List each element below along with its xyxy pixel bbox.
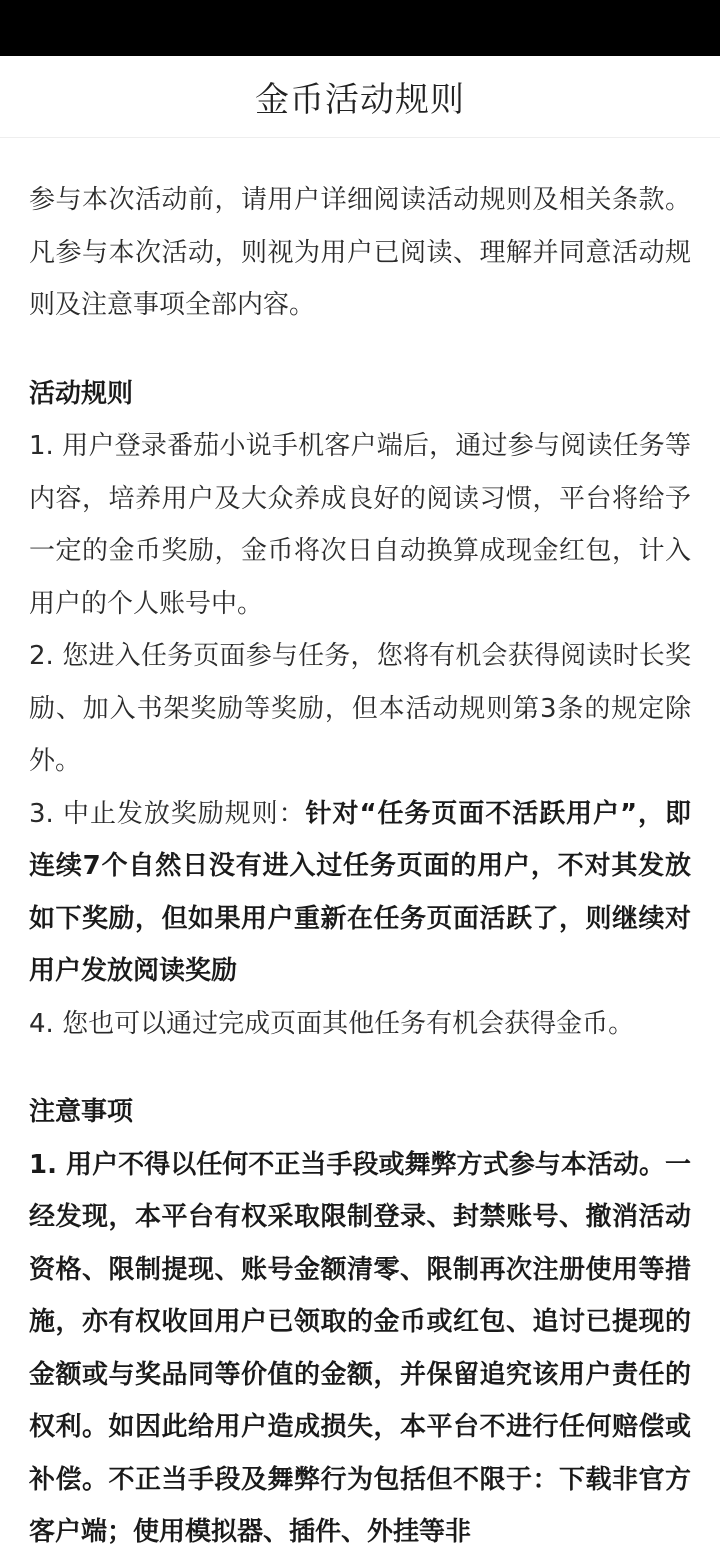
rule-item-3 xyxy=(29,788,691,998)
note-item-1: 1. 用户不得以任何不正当手段或舞弊方式参与本活动。一经发现，本平台有权采取限制登录、封禁账号、撤消活动资格、限制提现、账号金额清零、限制再次注册使用等措施，亦有权收回用户已领取的金币或红包、追讨已提现的金额或与奖品同等价值的金额，并保留追究该用户责任的权利。如因此给用户造成损失，本平台不进行任何赔偿或补偿。不正当手段及舞弊行为包括但不限于：下载非官方客户端；使用模拟器、插件、外挂等非 xyxy=(29,1149,691,1547)
rule-item-1: 1. 用户登录番茄小说手机客户端后，通过参与阅读任务等内容，培养用户及大众养成良好的阅读习惯，平台将给予一定的金币奖励，金币将次日自动换算成现金红包，计入用户的个人账号中。 xyxy=(29,431,691,619)
rules-heading: 活动规则 xyxy=(29,378,134,409)
section-gap xyxy=(29,1050,691,1086)
section-gap xyxy=(29,332,691,368)
status-bar xyxy=(0,0,720,56)
notes-heading: 注意事项 xyxy=(29,1097,134,1127)
rule-item-2: 2. 您进入任务页面参与任务，您将有机会获得阅读时长奖励、加入书架奖励等奖励，但本活动规则第3条的规定除外。 xyxy=(29,641,691,776)
rule-item-4: 4. 您也可以通过完成页面其他任务有机会获得金币。 xyxy=(29,1008,635,1039)
page-title: 金币活动规则 xyxy=(255,80,465,120)
rule-item-3-bold-text: 针对“任务页面不活跃用户”，即连续7个自然日没有进入过任务页面的用户，不对其发放如下奖励，但如果用户重新在任务页面活跃了，则继续对用户发放阅读奖励 xyxy=(29,798,691,986)
rule-item-3-prefix: 3. 中止发放奖励规则： xyxy=(29,798,306,829)
rules-content[interactable] xyxy=(0,138,720,1547)
header-bar xyxy=(0,56,720,138)
intro-paragraph: 参与本次活动前，请用户详细阅读活动规则及相关条款。凡参与本次活动，则视为用户已阅读、理解并同意活动规则及注意事项全部内容。 xyxy=(29,185,691,320)
